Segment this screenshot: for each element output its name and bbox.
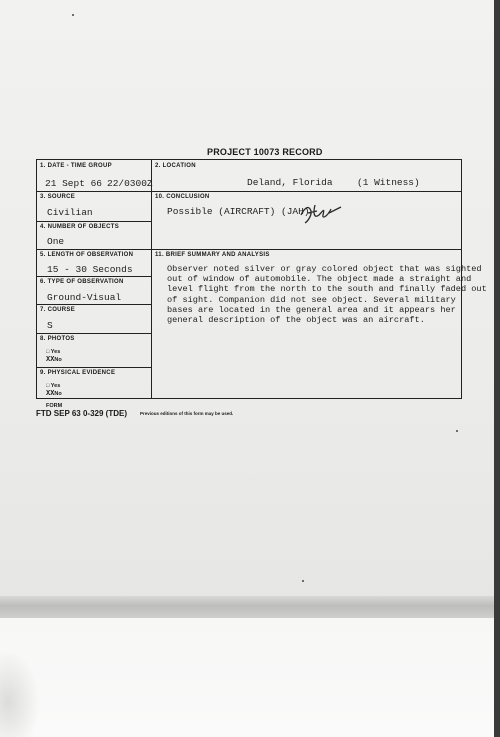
speck xyxy=(302,580,304,582)
type-of-observation-label: 6. TYPE OF OBSERVATION xyxy=(40,279,124,285)
row-divider xyxy=(37,304,151,305)
previous-editions-note: Previous editions of this form may be used. xyxy=(140,411,234,416)
photos-no-label: No xyxy=(54,357,62,363)
row-divider xyxy=(37,333,151,334)
initials-signature-icon xyxy=(299,201,343,225)
summary-line: general description of the object was an aircraft. xyxy=(167,315,425,326)
form-number: FTD SEP 63 0-329 (TDE) xyxy=(36,409,127,418)
speck xyxy=(456,430,458,432)
date-time-group-label: 1. DATE - TIME GROUP xyxy=(40,163,112,169)
paper-edge xyxy=(0,596,500,618)
length-of-observation-value: 15 - 30 Seconds xyxy=(47,264,133,275)
date-value: 21 Sept 66 xyxy=(45,178,103,189)
row-divider xyxy=(151,191,461,192)
record-form xyxy=(36,159,487,399)
course-label: 7. COURSE xyxy=(40,307,76,313)
location-value: Deland, Florida xyxy=(247,177,333,188)
physical-evidence-no-option xyxy=(46,390,62,398)
summary-line: level flight from the north to the south and finally faded out xyxy=(167,284,487,295)
summary-line: of sight. Companion did not see object. Several military xyxy=(167,294,456,305)
row-divider xyxy=(37,367,151,368)
photos-no-option xyxy=(46,356,62,364)
physical-evidence-no-checkbox: XX xyxy=(46,390,55,398)
speck xyxy=(72,14,74,16)
witness-count: (1 Witness) xyxy=(357,177,420,188)
number-of-objects-label: 4. NUMBER OF OBJECTS xyxy=(40,224,120,230)
smudge xyxy=(0,650,40,737)
background-sheet xyxy=(0,618,500,737)
row-divider xyxy=(37,249,151,250)
row-divider xyxy=(37,191,151,192)
record-title: PROJECT 10073 RECORD xyxy=(207,147,323,157)
brief-summary-text xyxy=(167,264,487,326)
row-divider xyxy=(37,221,151,222)
physical-evidence-label: 9. PHYSICAL EVIDENCE xyxy=(40,370,116,376)
summary-line: out of window of automobile. The object made a straight and xyxy=(167,274,472,285)
length-of-observation-label: 5. LENGTH OF OBSERVATION xyxy=(40,252,134,258)
photos-no-checkbox: XX xyxy=(46,356,55,364)
photos-yes-checkbox: □ xyxy=(46,349,50,355)
physical-evidence-no-label: No xyxy=(54,391,62,397)
time-value: 22/0300Z xyxy=(107,178,153,189)
scan-border xyxy=(494,0,500,737)
row-divider xyxy=(37,276,151,277)
type-of-observation-value: Ground-Visual xyxy=(47,292,122,303)
course-value: S xyxy=(47,320,53,331)
physical-evidence-yes-label: Yes xyxy=(50,383,61,389)
form-word: FORM xyxy=(46,403,63,409)
summary-line: Observer noted silver or gray colored object that was sighted xyxy=(167,264,482,274)
photos-label: 8. PHOTOS xyxy=(40,336,75,342)
photos-yes-label: Yes xyxy=(50,349,61,355)
summary-line: bases are located in the general area and it appears her xyxy=(167,304,456,315)
physical-evidence-yes-checkbox: □ xyxy=(46,383,50,389)
physical-evidence-yes-option xyxy=(46,383,60,389)
location-label: 2. LOCATION xyxy=(155,163,196,169)
number-of-objects-value: One xyxy=(47,236,65,247)
row-divider xyxy=(151,249,461,250)
source-label: 3. SOURCE xyxy=(40,194,76,200)
conclusion-value: Possible (AIRCRAFT) (JAH) xyxy=(167,206,310,217)
brief-summary-label: 11. BRIEF SUMMARY AND ANALYSIS xyxy=(155,252,270,258)
column-divider xyxy=(151,160,152,398)
conclusion-label: 10. CONCLUSION xyxy=(155,194,210,200)
source-value: Civilian xyxy=(47,207,93,218)
photos-yes-option xyxy=(46,349,60,355)
